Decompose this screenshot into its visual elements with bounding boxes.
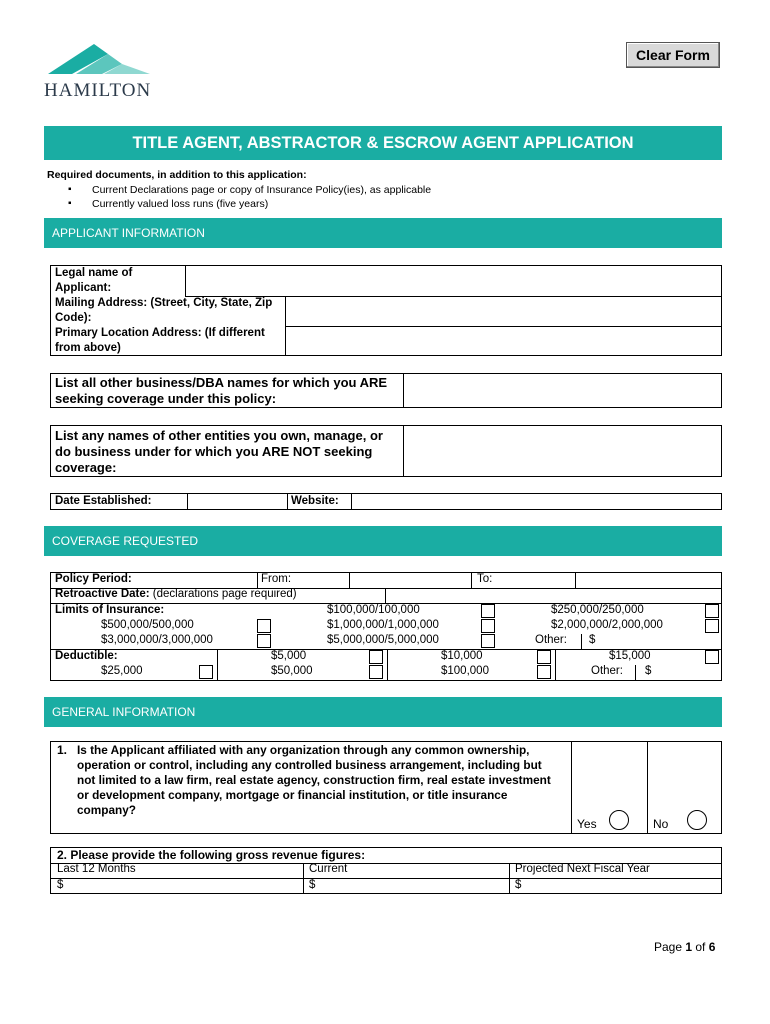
limit-option-label: $500,000/500,000 bbox=[101, 619, 194, 631]
deductible-other-input[interactable] bbox=[655, 665, 719, 680]
retroactive-date-input[interactable] bbox=[386, 588, 721, 603]
rev-col-header: Last 12 Months bbox=[57, 863, 136, 875]
required-documents bbox=[47, 168, 431, 212]
rev-col-header: Projected Next Fiscal Year bbox=[515, 863, 650, 875]
limit-1m-checkbox[interactable] bbox=[481, 619, 495, 633]
website-label: Website: bbox=[291, 495, 339, 507]
logo-text: HAMILTON bbox=[44, 80, 152, 101]
deductible-option-label: $15,000 bbox=[609, 650, 651, 662]
deductible-10k-checkbox[interactable] bbox=[537, 650, 551, 664]
applicant-table bbox=[50, 265, 722, 356]
from-label: From: bbox=[261, 573, 292, 585]
page-title: TITLE AGENT, ABSTRACTOR & ESCROW AGENT APPLICATION bbox=[44, 126, 722, 160]
no-label: No bbox=[653, 817, 669, 831]
deductible-option-label: $5,000 bbox=[271, 650, 307, 662]
section-general: GENERAL INFORMATION bbox=[44, 697, 722, 727]
limit-2m-checkbox[interactable] bbox=[705, 619, 719, 633]
date-website-row bbox=[50, 493, 722, 510]
legal-name-input[interactable] bbox=[187, 267, 719, 295]
limit-other-label: Other: bbox=[535, 634, 567, 646]
deductible-other-currency: $ bbox=[645, 665, 652, 677]
coverage-table bbox=[50, 572, 722, 681]
deductible-5k-checkbox[interactable] bbox=[369, 650, 383, 664]
yes-label: Yes bbox=[577, 817, 597, 831]
limit-other-currency: $ bbox=[589, 634, 596, 646]
other-entities-input[interactable] bbox=[405, 427, 719, 475]
deductible-option-label: $50,000 bbox=[271, 665, 313, 677]
to-label: To: bbox=[477, 573, 493, 585]
deductible-other-label: Other: bbox=[591, 665, 623, 677]
dba-label: List all other business/DBA names for which you ARE seeking coverage under this policy: bbox=[55, 375, 388, 406]
rev-current-input[interactable] bbox=[319, 879, 507, 893]
rev-projected-currency: $ bbox=[515, 879, 522, 891]
website-input[interactable] bbox=[353, 494, 719, 509]
question-1 bbox=[50, 741, 722, 834]
required-item: ▪ Current Declarations page or copy of Insurance Policy(ies), as applicable bbox=[92, 183, 431, 198]
deductible-label: Deductible: bbox=[55, 650, 118, 662]
q2-text: 2. Please provide the following gross revenue figures: bbox=[57, 848, 366, 862]
limit-3m-checkbox[interactable] bbox=[257, 634, 271, 648]
limit-500k-checkbox[interactable] bbox=[257, 619, 271, 633]
date-established-input[interactable] bbox=[189, 494, 285, 509]
limit-option-label: $5,000,000/5,000,000 bbox=[327, 634, 439, 646]
limit-option-label: $3,000,000/3,000,000 bbox=[101, 634, 213, 646]
q1-no-radio[interactable] bbox=[687, 810, 707, 830]
mailing-address-input[interactable] bbox=[287, 297, 719, 325]
page-number: Page 1 of 6 bbox=[654, 940, 716, 954]
rev-projected-input[interactable] bbox=[525, 879, 719, 893]
primary-address-input[interactable] bbox=[287, 327, 719, 354]
limit-other-input[interactable] bbox=[599, 634, 719, 649]
deductible-option-label: $100,000 bbox=[441, 665, 489, 677]
deductible-15k-checkbox[interactable] bbox=[705, 650, 719, 664]
q1-text: Is the Applicant affiliated with any organization through any common ownership, operation or control, including any controlled business arrangement, including but not limited to a law firm, real estate agency, construction firm, real estate investment or development company, mortgage or financial institution, or title insurance company? bbox=[77, 743, 551, 817]
limit-option-label: $100,000/100,000 bbox=[327, 604, 420, 616]
deductible-option-label: $10,000 bbox=[441, 650, 483, 662]
other-entities-label: List any names of other entities you own, manage, or do business under for which you ARE NOT seeking coverage: bbox=[55, 428, 383, 475]
retroactive-label: Retroactive Date: (declarations page required) bbox=[55, 588, 297, 600]
section-coverage: COVERAGE REQUESTED bbox=[44, 526, 722, 556]
policy-period-label: Policy Period: bbox=[55, 573, 132, 585]
to-date-input[interactable] bbox=[576, 573, 721, 588]
question-2 bbox=[50, 847, 722, 894]
clear-form-button[interactable]: Clear Form bbox=[626, 42, 720, 68]
deductible-50k-checkbox[interactable] bbox=[369, 665, 383, 679]
limit-100k-checkbox[interactable] bbox=[481, 604, 495, 618]
primary-location-label: Primary Location Address: (If different from above) bbox=[55, 327, 265, 354]
deductible-option-label: $25,000 bbox=[101, 665, 143, 677]
rev-last12-input[interactable] bbox=[67, 879, 301, 893]
deductible-25k-checkbox[interactable] bbox=[199, 665, 213, 679]
rev-current-currency: $ bbox=[309, 879, 316, 891]
limits-label: Limits of Insurance: bbox=[55, 604, 165, 616]
required-item: ▪ Currently valued loss runs (five years) bbox=[92, 197, 431, 212]
rev-col-header: Current bbox=[309, 863, 348, 875]
limit-option-label: $2,000,000/2,000,000 bbox=[551, 619, 663, 631]
from-date-input[interactable] bbox=[350, 573, 470, 588]
limit-250k-checkbox[interactable] bbox=[705, 604, 719, 618]
limit-5m-checkbox[interactable] bbox=[481, 634, 495, 648]
dba-input[interactable] bbox=[405, 375, 719, 406]
date-established-label: Date Established: bbox=[55, 495, 152, 507]
section-applicant: APPLICANT INFORMATION bbox=[44, 218, 722, 248]
limit-option-label: $1,000,000/1,000,000 bbox=[327, 619, 439, 631]
hamilton-logo-icon bbox=[44, 40, 154, 76]
q1-yes-radio[interactable] bbox=[609, 810, 629, 830]
q1-number: 1. bbox=[57, 743, 68, 757]
deductible-100k-checkbox[interactable] bbox=[537, 665, 551, 679]
other-entities-row bbox=[50, 425, 722, 477]
limit-option-label: $250,000/250,000 bbox=[551, 604, 644, 616]
dba-row bbox=[50, 373, 722, 408]
mailing-label: Mailing Address: (Street, City, State, Zip Code): bbox=[55, 297, 273, 324]
rev-last12-currency: $ bbox=[57, 879, 64, 891]
required-heading: Required documents, in addition to this application: bbox=[47, 169, 307, 181]
legal-name-label: Legal name of Applicant: bbox=[55, 267, 133, 294]
